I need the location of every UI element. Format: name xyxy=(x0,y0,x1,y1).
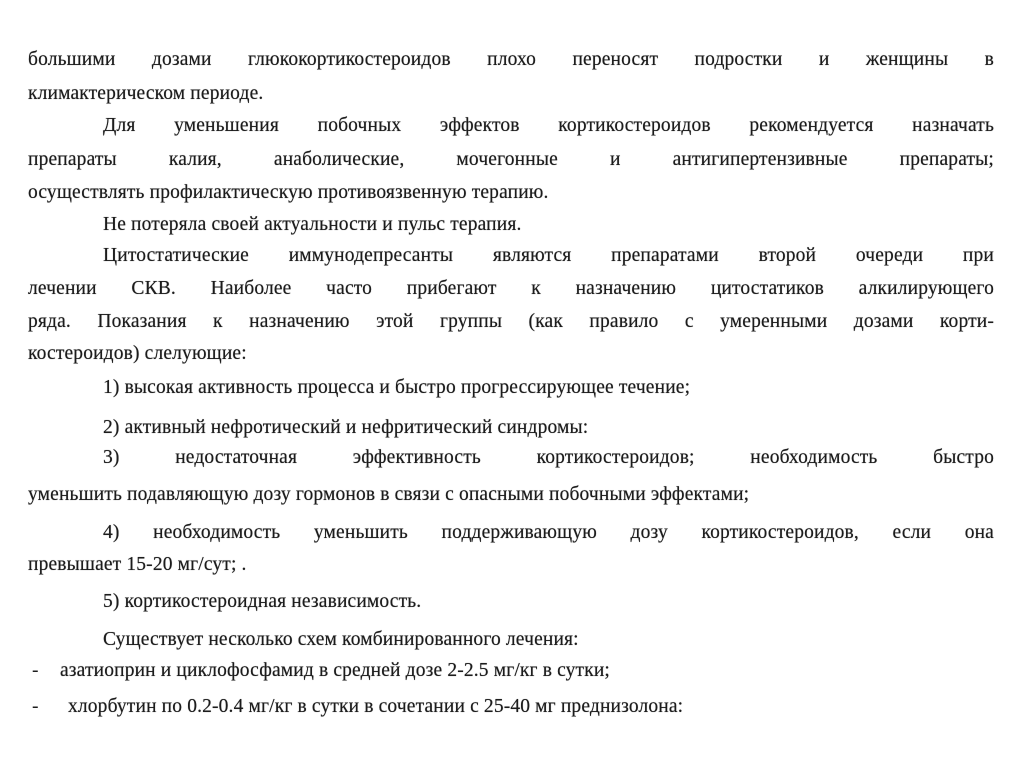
text-line-8: лечении СКВ. Наиболее часто прибегают к назначению цитостатиков алкилирующего xyxy=(28,278,994,299)
bullet-dash-2: - xyxy=(32,696,39,717)
text-line-10: костероидов) слелующие: xyxy=(28,343,247,364)
bullet-item-2: хлорбутин по 0.2-0.4 мг/кг в сутки в сочетании с 25-40 мг преднизолона: xyxy=(68,696,684,717)
text-line-6: Не потеряла своей актуальности и пульс терапия. xyxy=(103,214,522,235)
list-item-4-cont: превышает 15-20 мг/сут; . xyxy=(28,554,247,575)
list-item-3: 3) недостаточная эффективность кортикостероидов; необходимость быстро xyxy=(103,447,994,468)
list-item-3-cont: уменьшить подавляющую дозу гормонов в связи с опасными побочными эффектами; xyxy=(28,484,750,505)
text-line-7: Цитостатические иммунодепресанты являются препаратами второй очереди при xyxy=(103,245,994,266)
list-item-2: 2) активный нефротический и нефритический синдромы: xyxy=(103,417,589,438)
bullet-item-1: азатиоприн и циклофосфамид в средней дозе 2-2.5 мг/кг в сутки; xyxy=(60,660,610,681)
list-item-1: 1) высокая активность процесса и быстро прогрессирующее течение; xyxy=(103,377,691,398)
text-line-3: Для уменьшения побочных эффектов кортикостероидов рекомендуется назначать xyxy=(103,115,994,136)
text-line-1: большими дозами глюкокортикостероидов плохо переносят подростки и женщины в xyxy=(28,49,994,70)
schemes-heading: Существует несколько схем комбинированного лечения: xyxy=(103,629,579,650)
text-line-4: препараты калия, анаболические, мочегонные и антигипертензивные препараты; xyxy=(28,149,994,170)
list-item-5: 5) кортикостероидная независимость. xyxy=(103,591,422,612)
list-item-4: 4) необходимость уменьшить поддерживающую дозу кортикостероидов, если она xyxy=(103,522,994,543)
bullet-dash-1: - xyxy=(32,660,39,681)
text-line-9: ряда. Показания к назначению этой группы (как правило с умеренными дозами корти- xyxy=(28,311,994,332)
text-line-5: осуществлять профилактическую противоязвенную терапию. xyxy=(28,182,549,203)
text-line-2: климактерическом периоде. xyxy=(28,83,264,104)
